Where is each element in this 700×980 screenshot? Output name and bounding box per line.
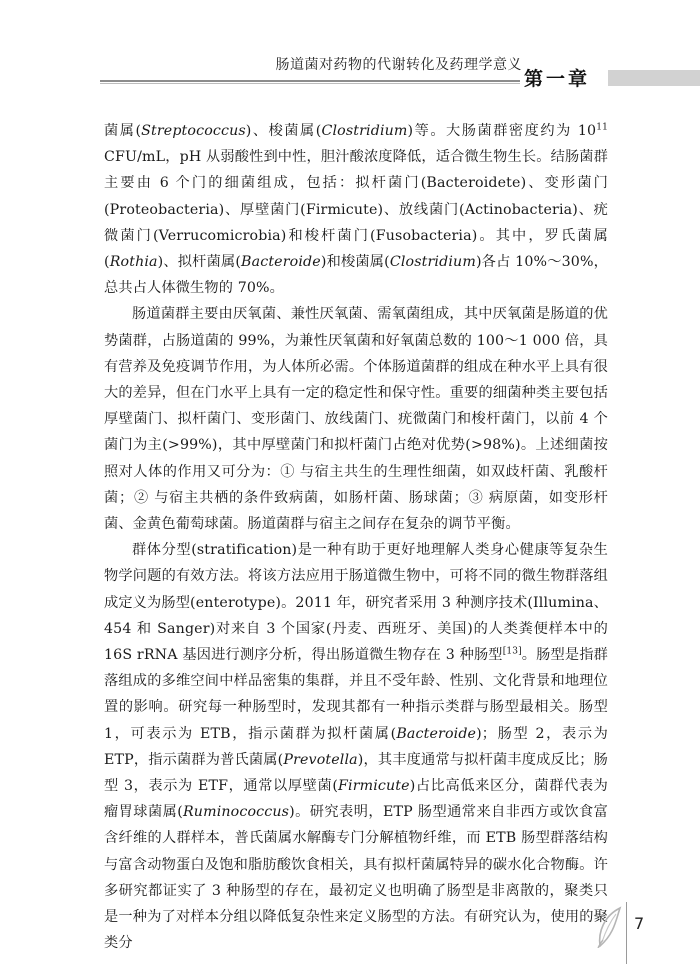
- text-run: )，其丰度通常与拟杆菌丰度成反比；肠型 3，表示为 ETF，通常以厚壁菌(: [104, 751, 608, 795]
- latin-name: Streptococcus: [141, 123, 246, 139]
- text-run: )、梭菌属(: [245, 123, 322, 139]
- paragraph-3: [104, 537, 608, 956]
- page-number: 7: [634, 914, 645, 933]
- latin-name: Firmicute: [338, 778, 410, 795]
- latin-name: Prevotella: [283, 751, 358, 768]
- text-run: 菌属(: [104, 123, 142, 139]
- text-run: )和梭菌属(: [320, 254, 390, 271]
- running-header: [100, 52, 700, 102]
- latin-name: Rothia: [109, 254, 158, 271]
- page-footer: [590, 900, 700, 980]
- running-title: 肠道菌对药物的代谢转化及药理学意义: [275, 57, 522, 73]
- text-run: )、拟杆菌属(: [157, 254, 242, 271]
- body-text: [104, 118, 608, 957]
- text-run: )各占 10%～30%，总共占人体微生物的 70%。: [104, 254, 608, 297]
- paragraph-2: [104, 301, 608, 537]
- chapter-label: 第一章: [524, 68, 591, 90]
- text-run: 肠道菌群主要由厌氧菌、兼性厌氧菌、需氧菌组成，其中厌氧菌是肠道的优势菌群，占肠道菌的 99%，为兼性厌氧菌和好氧菌总数的 100～1 000 倍，具有营养及免疫调节作用，为人体所必需。个体肠道菌群的组成在种水平上具有很大的差异，但在门水平上具有一定的稳定性和保守性。重要的细菌种类主要包括厚壁菌门、拟杆菌门、变形菌门、放线菌门、疣微菌门和梭杆菌门，以前 4 个菌门为主(>99%)，其中厚壁菌门和拟杆菌门占绝对优势(>98%)。上述细菌按照对人体的作用又可分为：① 与宿主共生的生理性细菌，如双歧杆菌、乳酸杆菌；② 与宿主共栖的条件致病菌，如肠杆菌、肠球菌；③ 病原菌，如变形杆菌、金黄色葡萄球菌。肠道菌群与宿主之间存在复杂的调节平衡。: [104, 306, 608, 533]
- latin-name: Ruminococcus: [182, 804, 290, 821]
- latin-name: Bacteroide: [241, 254, 321, 271]
- latin-name: Clostridium: [321, 123, 408, 139]
- text-run: 。肠型是指群落组成的多维空间中样品密集的集群，并且不受年龄、性别、文化背景和地理位置的影响。研究每一种肠型时，发现其都有一种指示类群与肠型最相关。肠型 1，可表示为 ETB，指示菌群为拟杆菌属(: [104, 647, 608, 742]
- header-rule: [100, 80, 520, 82]
- superscript: 11: [596, 122, 608, 133]
- text-run: )等。大肠菌群密度约为 10: [407, 123, 597, 139]
- text-run: )占比高低来区分，菌群代表为瘤胃球菌属(: [104, 778, 608, 821]
- text-run: )。研究表明，ETP 肠型通常来自非西方或饮食富含纤维的人群样本，普氏菌属水解酶专门分解植物纤维，而 ETB 肠型群落结构与富含动物蛋白及饱和脂肪酸饮食相关，具有拟杆菌属特异的碳水化合物酶。许多研究都证实了 3 种肠型的存在，最初定义也明确了肠型是非离散的，聚类只是一种为了对样本分组以降低复杂性来定义肠型的方法。有研究认为，使用的聚类分: [104, 804, 608, 952]
- header-rule-thin: [100, 83, 520, 84]
- chapter-bar: [608, 70, 700, 86]
- superscript: [13]: [502, 646, 522, 657]
- latin-name: Clostridium: [389, 254, 476, 271]
- latin-name: Bacteroide: [396, 725, 477, 742]
- footer-rule: [626, 902, 627, 964]
- text-run: )；肠型 2，表示为 ETP，指示菌群为普氏菌属(: [104, 725, 609, 768]
- text-run: CFU/mL，pH 从弱酸性到中性，胆汁酸浓度降低，适合微生物生长。结肠菌群主要由 6 个门的细菌组成，包括：拟杆菌门(Bacteroidete)、变形菌门(Proteobacteria)、厚壁菌门(Firmicute)、放线菌门(Actinobacteria)、疣微菌门(Verrucomicrobia)和梭杆菌门(Fusobacteria)。其中，罗氏菌属(: [104, 149, 608, 271]
- text-run: 群体分型(stratification)是一种有助于更好地理解人类身心健康等复杂生物学问题的有效方法。将该方法应用于肠道微生物中，可将不同的微生物群落组成定义为肠型(enterotype)。2011 年，研究者采用 3 种测序技术(Illumina、454 和 Sanger)对来自 3 个国家(丹麦、西班牙、美国)的人类粪便样本中的 16S rRNA 基因进行测序分析，得出肠道微生物存在 3 种肠型: [104, 542, 608, 664]
- paragraph-1: [104, 118, 608, 301]
- leaf-icon: [596, 906, 622, 948]
